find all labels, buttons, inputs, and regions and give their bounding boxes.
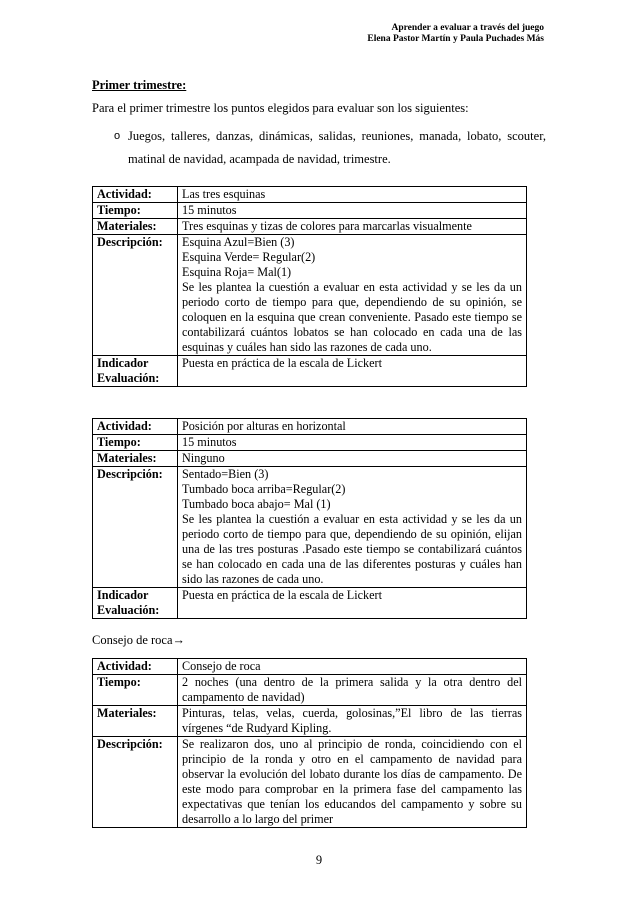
table-row [93,187,527,203]
intro-paragraph: Para el primer trimestre los puntos elegidos para evaluar son los siguientes: [92,101,469,115]
materiales-label: Materiales: [93,706,178,737]
table-row [93,467,527,588]
desc-paragraph: Se les plantea la cuestión a evaluar en esta actividad y se les da un periodo corto de tiempo para que, dependiendo de su opinión, elijan una de las tres posturas .Pasado este tiempo se contabilizará cuántos se han colocado en cada una de las diferentes posturas y cuáles han sido las razones de cada uno. [182,512,522,586]
materiales-label: Materiales: [93,451,178,467]
table-row [93,706,527,737]
table-row [93,588,527,619]
tiempo-label: Tiempo: [93,675,178,706]
table-row [93,419,527,435]
table-row [93,659,527,675]
descripcion-label: Descripción: [93,467,178,588]
table-row [93,203,527,219]
consejo-heading [92,633,185,648]
header-title: Aprender a evaluar a través del juego [391,23,544,33]
tiempo-label: Tiempo: [93,203,178,219]
table-row [93,451,527,467]
page-header [367,23,544,45]
desc-scale-line: Esquina Roja= Mal(1) [182,265,292,279]
section-title: Primer trimestre: [92,78,187,92]
desc-scale-line: Sentado=Bien (3) [182,467,269,481]
arrow-right-icon: → [172,633,186,647]
materiales-value: Ninguno [178,451,527,467]
bullet-list-item [114,125,546,171]
descripcion-label: Descripción: [93,235,178,356]
table-row [93,435,527,451]
descripcion-value [178,235,527,356]
descripcion-value [178,737,527,828]
indicador-value: Puesta en práctica de la escala de Lickert [178,588,527,619]
activity-table-3 [92,658,527,828]
bullet-text: Juegos, talleres, danzas, dinámicas, salidas, reuniones, manada, lobato, scouter, matinal de navidad, acampada de navidad, trimestre. [128,129,546,166]
table-row [93,356,527,387]
actividad-label: Actividad: [93,187,178,203]
tiempo-value: 15 minutos [178,203,527,219]
descripcion-value [178,467,527,588]
desc-paragraph: Se les plantea la cuestión a evaluar en esta actividad y se les da un periodo corto de tiempo para que, dependiendo de su opinión, se coloquen en la esquina que crean conveniente. Pasado este tiempo se contabilizará cuántos lobatos se han colocado en cada una de las esquinas y cuáles han sido las razones de cada uno. [182,280,522,354]
activity-table-2 [92,418,527,619]
page-number: 9 [315,853,323,867]
header-authors: Elena Pastor Martín y Paula Puchades Más [367,34,544,44]
activity-table-1 [92,186,527,387]
indicador-label: Indicador Evaluación: [93,356,178,387]
indicador-label: Indicador Evaluación: [93,588,178,619]
tiempo-label: Tiempo: [93,435,178,451]
desc-scale-line: Tumbado boca arriba=Regular(2) [182,482,346,496]
tiempo-value: 15 minutos [178,435,527,451]
desc-scale-line: Esquina Verde= Regular(2) [182,250,316,264]
actividad-value: Consejo de roca [178,659,527,675]
table-row [93,219,527,235]
materiales-value: Tres esquinas y tizas de colores para marcarlas visualmente [178,219,527,235]
actividad-value: Posición por alturas en horizontal [178,419,527,435]
actividad-label: Actividad: [93,419,178,435]
bullet-marker: o [114,130,121,142]
consejo-label: Consejo de roca [92,633,173,647]
table-row [93,235,527,356]
actividad-label: Actividad: [93,659,178,675]
tiempo-value: 2 noches (una dentro de la primera salida y la otra dentro del campamento de navidad) [178,675,527,706]
actividad-value: Las tres esquinas [178,187,527,203]
desc-scale-line: Tumbado boca abajo= Mal (1) [182,497,331,511]
indicador-value: Puesta en práctica de la escala de Lickert [178,356,527,387]
materiales-label: Materiales: [93,219,178,235]
materiales-value: Pinturas, telas, velas, cuerda, golosinas,”El libro de las tierras vírgenes “de Rudyard Kipling. [178,706,527,737]
table-row [93,737,527,828]
desc-paragraph: Se realizaron dos, uno al principio de ronda, coincidiendo con el principio de la ronda y otro en el campamento de navidad para observar la evolución del lobato durante los días de campamento. De este modo para comprobar en la primera fase del campamento las expectativas que tenían los educandos del campamento y sobre su desarrollo a lo largo del primer [182,737,522,826]
descripcion-label: Descripción: [93,737,178,828]
desc-scale-line: Esquina Azul=Bien (3) [182,235,295,249]
table-row [93,675,527,706]
